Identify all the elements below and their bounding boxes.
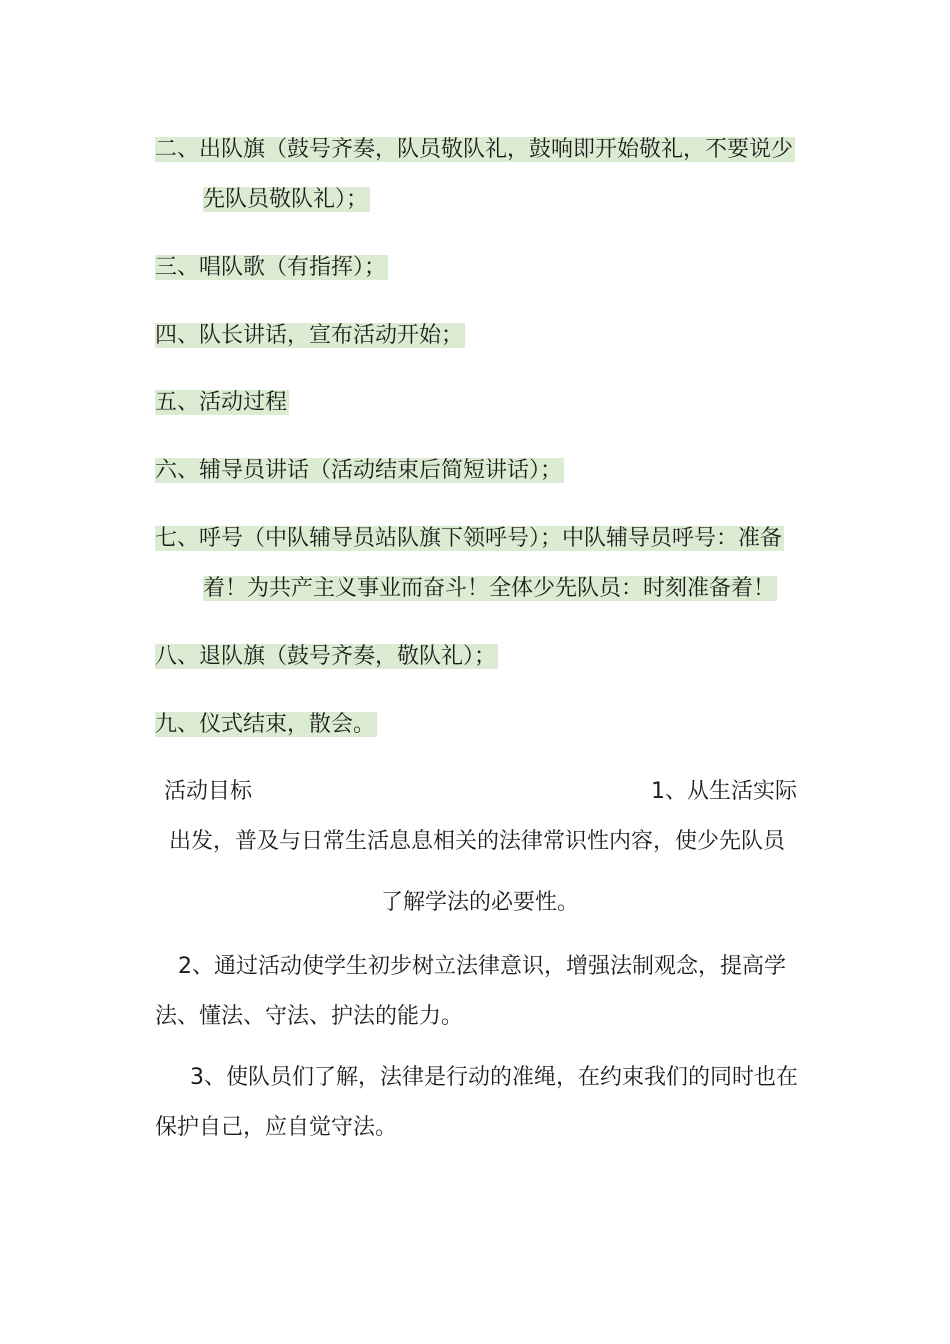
procedure-item-9 bbox=[155, 708, 377, 742]
procedure-item-2-text: 二、出队旗（鼓号齐奏，队员敬队礼，鼓响即开始敬礼，不要说少 bbox=[155, 137, 794, 162]
procedure-item-5-text: 五、活动过程 bbox=[155, 390, 288, 415]
procedure-item-9-text: 九、仪式结束，散会。 bbox=[155, 712, 376, 737]
procedure-item-5 bbox=[155, 386, 289, 420]
procedure-item-6 bbox=[155, 454, 564, 488]
goal-1-line-3: 了解学法的必要性。 bbox=[381, 890, 580, 915]
goal-2-line-2: 法、懂法、守法、护法的能力。 bbox=[155, 1004, 464, 1029]
procedure-item-6-text: 六、辅导员讲话（活动结束后简短讲话）； bbox=[155, 458, 563, 483]
procedure-item-2-continuation: 先队员敬队礼）； bbox=[203, 187, 369, 212]
procedure-item-2-line-1 bbox=[155, 133, 795, 167]
procedure-item-7-line-2 bbox=[203, 572, 777, 606]
procedure-item-8-text: 八、退队旗（鼓号齐奏，敬队礼）； bbox=[155, 644, 497, 669]
goal-3-line-1: 3、使队员们了解，法律是行动的准绳，在约束我们的同时也在 bbox=[190, 1065, 798, 1090]
procedure-item-7-line-1 bbox=[155, 522, 784, 556]
goal-1-line-2: 出发，普及与日常生活息息相关的法律常识性内容，使少先队员 bbox=[169, 829, 786, 854]
procedure-item-3-text: 三、唱队歌（有指挥）； bbox=[155, 255, 387, 280]
procedure-item-7-continuation: 着！为共产主义事业而奋斗！全体少先队员：时刻准备着！ bbox=[203, 576, 776, 601]
procedure-item-8 bbox=[155, 640, 498, 674]
goals-heading: 活动目标 bbox=[164, 779, 253, 804]
procedure-item-3 bbox=[155, 251, 388, 285]
procedure-item-7-text: 七、呼号（中队辅导员站队旗下领呼号）；中队辅导员呼号：准备 bbox=[155, 526, 783, 551]
goal-3-line-2: 保护自己，应自觉守法。 bbox=[155, 1115, 398, 1140]
goal-1-start: 1、从生活实际 bbox=[651, 779, 797, 804]
procedure-item-4-text: 四、队长讲话，宣布活动开始； bbox=[155, 323, 464, 348]
procedure-item-2-line-2 bbox=[203, 183, 370, 217]
goal-2-line-1: 2、通过活动使学生初步树立法律意识，增强法制观念，提高学 bbox=[178, 954, 786, 979]
procedure-item-4 bbox=[155, 319, 465, 353]
